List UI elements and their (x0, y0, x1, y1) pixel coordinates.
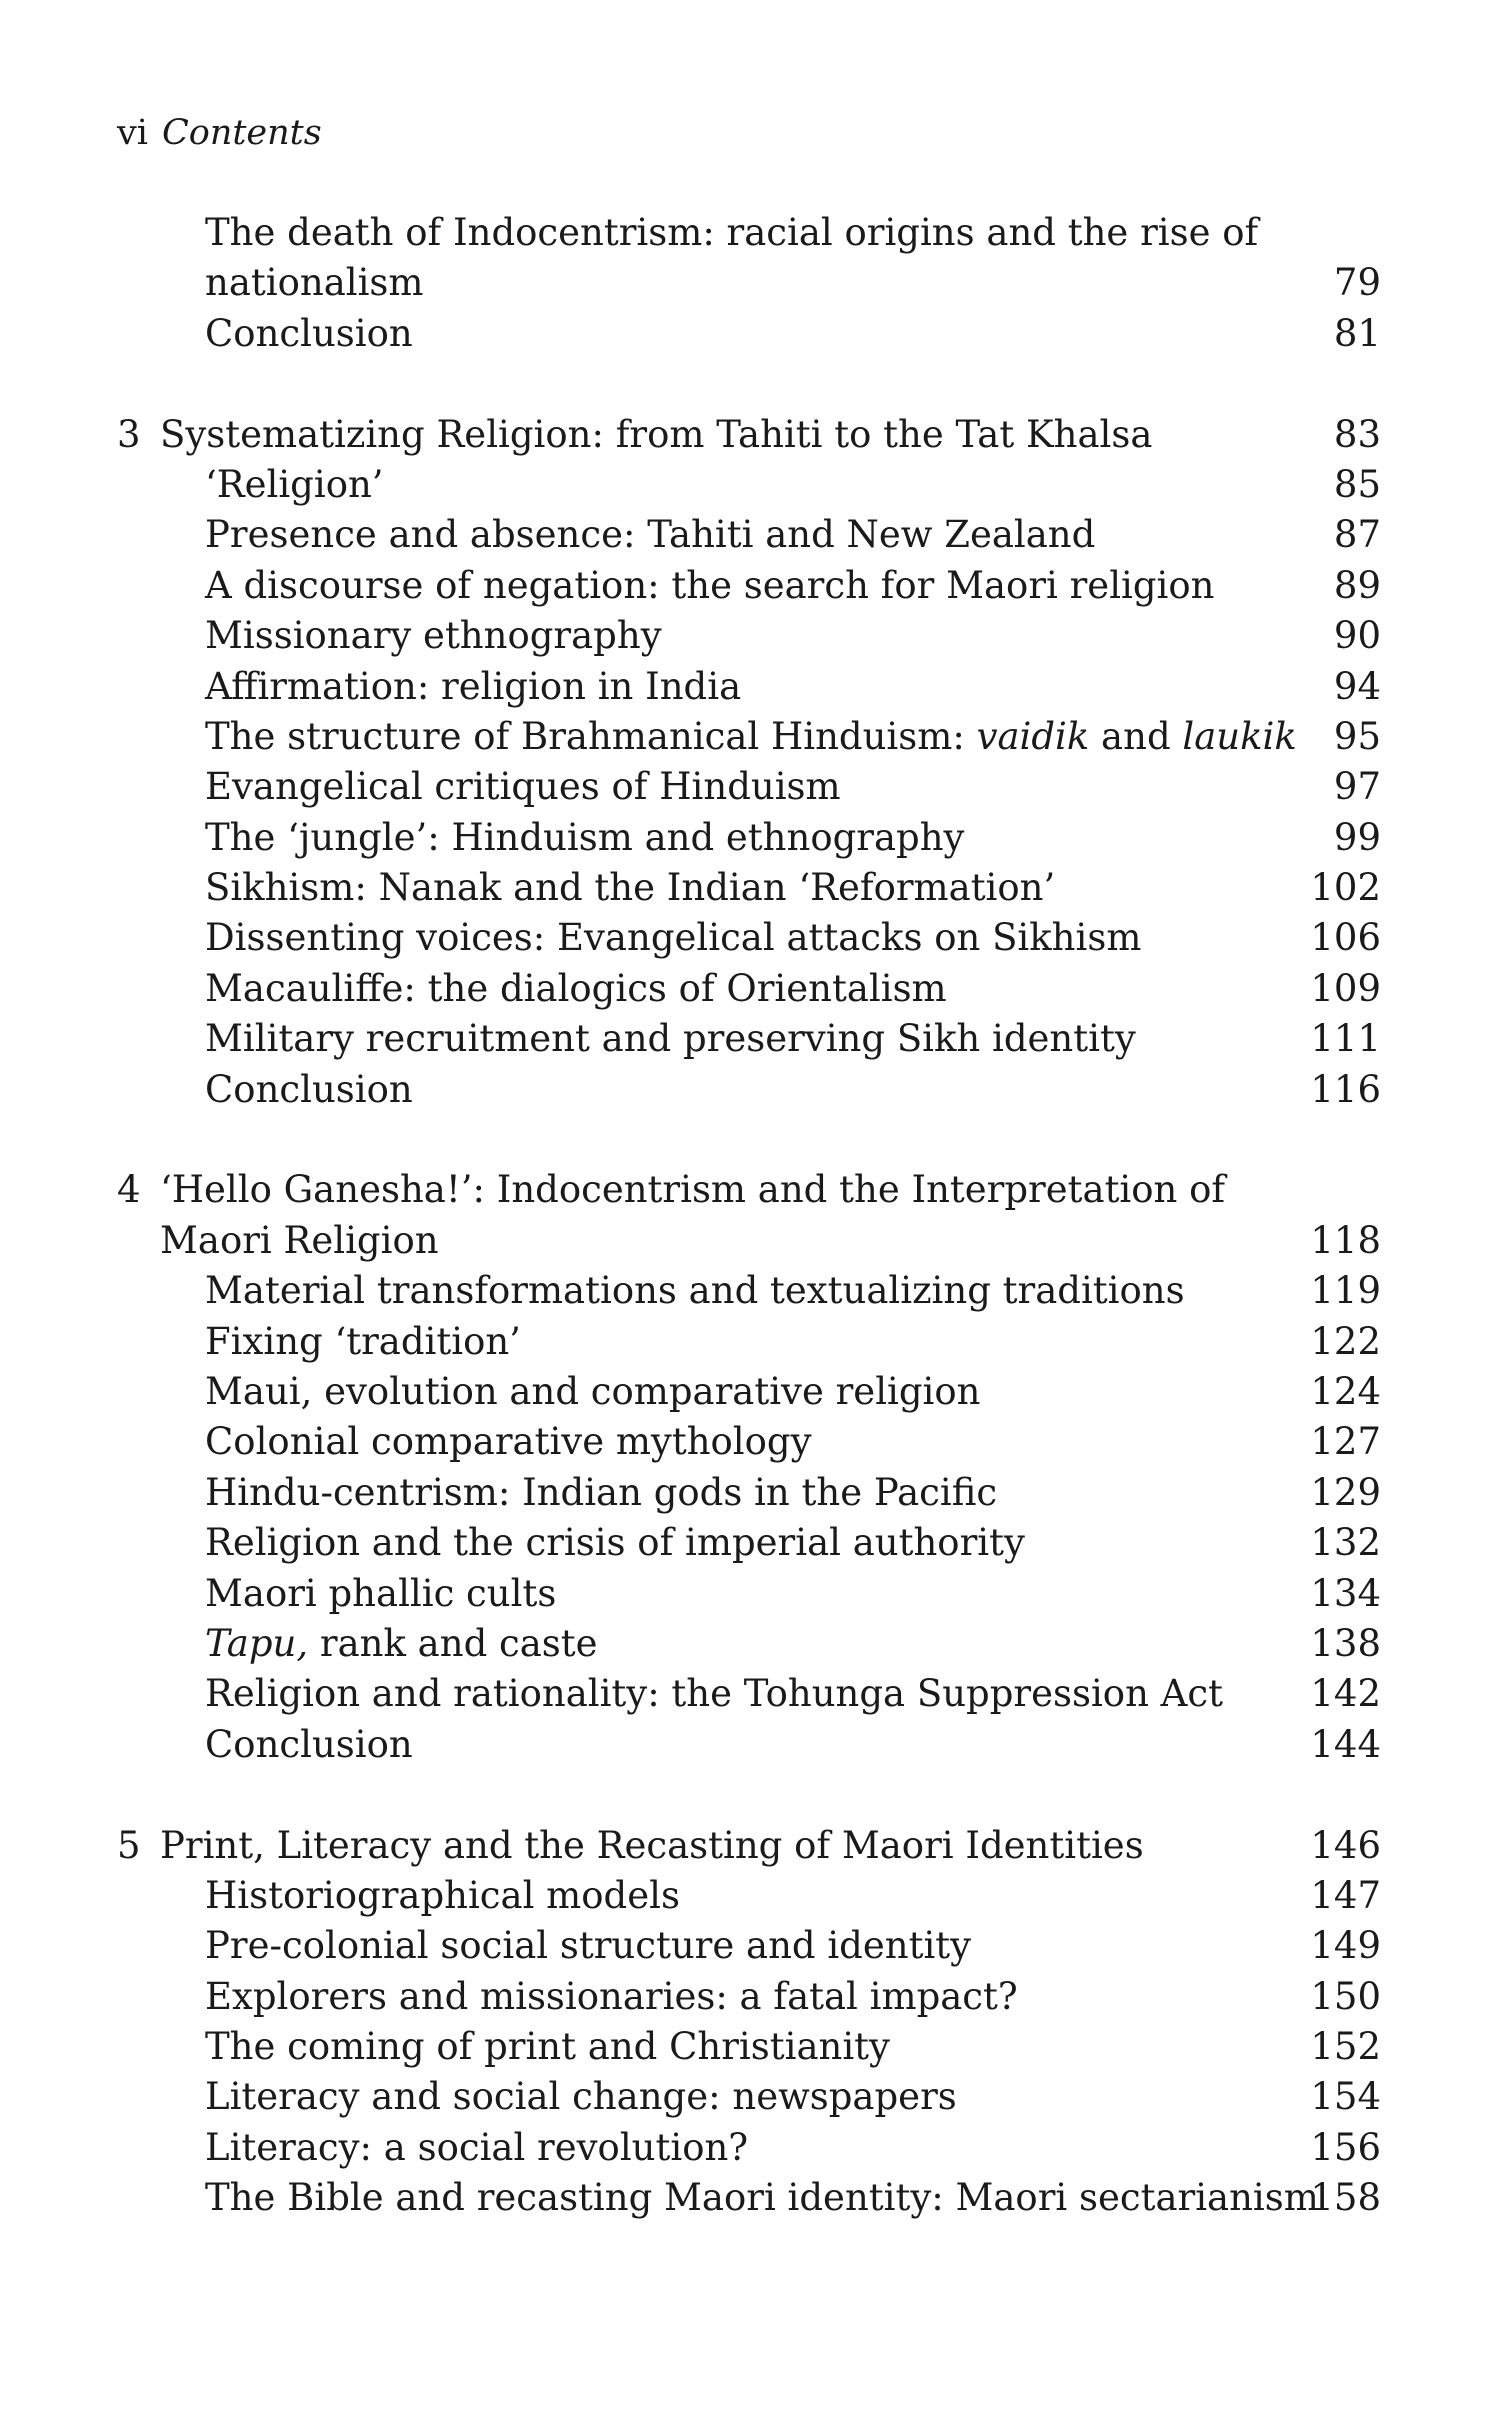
toc-entry[interactable] (117, 1871, 1381, 1921)
toc-chapter-4[interactable] (117, 1165, 1381, 1215)
toc-entry-title: Conclusion (205, 311, 413, 355)
toc-entry-page: 142 (1310, 1672, 1381, 1716)
toc-entry-page: 95 (1333, 714, 1381, 758)
toc-entry-page: 109 (1310, 966, 1381, 1010)
toc-entry-page: 132 (1310, 1521, 1381, 1565)
toc-entry-page: 106 (1310, 916, 1381, 960)
toc-chapter-5[interactable] (117, 1821, 1381, 1871)
toc-entry[interactable] (117, 1065, 1381, 1115)
toc-entry-page: 116 (1310, 1067, 1381, 1111)
toc-entry-title: Colonial comparative mythology (205, 1420, 812, 1464)
toc-entry-title: Sikhism: Nanak and the Indian ‘Reformation’ (205, 866, 1056, 910)
toc-entry-title: Affirmation: religion in India (205, 664, 742, 708)
toc-entry[interactable] (117, 1569, 1381, 1619)
toc-entry[interactable] (117, 561, 1381, 611)
title-italic: laukik (1182, 714, 1297, 758)
toc-entry-title: Evangelical critiques of Hinduism (205, 765, 841, 809)
spacer (117, 1770, 1381, 1820)
toc-entry[interactable] (117, 1972, 1381, 2022)
toc-entry-page: 158 (1310, 2176, 1381, 2220)
toc-entry[interactable] (117, 1014, 1381, 1064)
chapter-number: 3 (117, 412, 141, 456)
toc-entry[interactable] (117, 1266, 1381, 1316)
title-text: The structure of Brahmanical Hinduism: (205, 714, 977, 758)
toc-entry[interactable] (117, 460, 1381, 510)
toc-entry[interactable] (117, 2072, 1381, 2122)
toc-entry[interactable] (117, 1669, 1381, 1719)
toc-entry[interactable] (117, 1921, 1381, 1971)
toc-entry-title: The Bible and recasting Maori identity: Maori sectarianism (205, 2176, 1319, 2220)
toc-entry-title: The coming of print and Christianity (205, 2025, 890, 2069)
toc-entry[interactable] (117, 309, 1381, 359)
toc-entry[interactable] (117, 813, 1381, 863)
toc-entry[interactable] (117, 712, 1381, 762)
toc-entry-page: 81 (1333, 311, 1381, 355)
chapter-page: 83 (1333, 412, 1381, 456)
toc-entry-page: 149 (1310, 1924, 1381, 1968)
toc-entry-title (205, 1619, 598, 1669)
chapter-title: Print, Literacy and the Recasting of Maori Identities (160, 1823, 1144, 1867)
toc-entry-title: nationalism (205, 261, 424, 305)
toc-entry-title: Conclusion (205, 1067, 413, 1111)
toc-entry-title: Literacy and social change: newspapers (205, 2075, 957, 2119)
toc-entry-title: Dissenting voices: Evangelical attacks on Sikhism (205, 916, 1142, 960)
toc-entry[interactable] (117, 1720, 1381, 1770)
toc-entry-title: Fixing ‘tradition’ (205, 1319, 521, 1363)
toc-entry[interactable] (117, 611, 1381, 661)
toc-entry[interactable] (117, 762, 1381, 812)
toc-entry-title: Presence and absence: Tahiti and New Zealand (205, 513, 1096, 557)
toc-entry[interactable] (117, 208, 1381, 258)
toc-chapter-4-continued[interactable] (117, 1216, 1381, 1266)
toc-entry[interactable] (117, 2022, 1381, 2072)
toc-entry-title: Macauliffe: the dialogics of Orientalism (205, 966, 947, 1010)
toc-entry-title: The ‘jungle’: Hinduism and ethnography (205, 815, 965, 859)
title-text: and (1089, 714, 1183, 758)
chapter-page: 118 (1310, 1218, 1381, 1262)
toc-chapter-3[interactable] (117, 410, 1381, 460)
toc-entry-page: 99 (1333, 815, 1381, 859)
title-italic: vaidik (976, 714, 1090, 758)
page-number: vi (117, 113, 148, 153)
toc-entry-title (205, 712, 1297, 762)
title-text: rank and caste (308, 1621, 598, 1665)
toc-entry-title: Pre-colonial social structure and identity (205, 1924, 972, 1968)
spacer (117, 359, 1381, 409)
toc-entry-page: 134 (1310, 1571, 1381, 1615)
chapter-number: 4 (117, 1168, 141, 1212)
chapter-page: 146 (1310, 1823, 1381, 1867)
toc-entry[interactable] (117, 2123, 1381, 2173)
chapter-title: Maori Religion (160, 1218, 439, 1262)
chapter-number: 5 (117, 1823, 141, 1867)
toc-entry-page: 154 (1310, 2075, 1381, 2119)
toc-entry-page: 87 (1333, 513, 1381, 557)
toc-entry-title: Maui, evolution and comparative religion (205, 1369, 981, 1413)
toc-entry-page: 124 (1310, 1369, 1381, 1413)
toc-entry-page: 90 (1333, 614, 1381, 658)
chapter-title: ‘Hello Ganesha!’: Indocentrism and the Interpretation of (160, 1168, 1226, 1212)
toc-entry-page: 102 (1310, 866, 1381, 910)
toc-entry-page: 147 (1310, 1873, 1381, 1917)
toc-entry-page: 94 (1333, 664, 1381, 708)
toc-entry-page: 122 (1310, 1319, 1381, 1363)
spacer (117, 1115, 1381, 1165)
toc-entry[interactable] (117, 1367, 1381, 1417)
toc-entry-page: 111 (1310, 1017, 1381, 1061)
toc-entry-title: Hindu-centrism: Indian gods in the Pacific (205, 1470, 998, 1514)
toc-entry-page: 85 (1333, 462, 1381, 506)
toc-entry[interactable] (117, 863, 1381, 913)
toc-entry[interactable] (117, 913, 1381, 963)
toc-entry-title: Conclusion (205, 1722, 413, 1766)
toc-entry-page: 152 (1310, 2025, 1381, 2069)
toc-entry[interactable] (117, 1518, 1381, 1568)
toc-entry-title: Historiographical models (205, 1873, 680, 1917)
toc-entry-title: Military recruitment and preserving Sikh identity (205, 1017, 1136, 1061)
toc-entry[interactable] (117, 2173, 1381, 2223)
toc-entry-page: 138 (1310, 1621, 1381, 1665)
toc-entry-page: 89 (1333, 563, 1381, 607)
title-italic: Tapu, (205, 1621, 309, 1665)
toc-entry[interactable] (117, 662, 1381, 712)
table-of-contents (117, 208, 1381, 2224)
toc-entry[interactable] (117, 1317, 1381, 1367)
toc-entry-title: Literacy: a social revolution? (205, 2125, 749, 2169)
toc-entry-page: 156 (1310, 2125, 1381, 2169)
chapter-title: Systematizing Religion: from Tahiti to the Tat Khalsa (160, 412, 1153, 456)
toc-entry-title: Religion and the crisis of imperial authority (205, 1521, 1025, 1565)
toc-entry[interactable] (117, 1417, 1381, 1467)
toc-entry-title: Maori phallic cults (205, 1571, 557, 1615)
toc-entry-title: A discourse of negation: the search for Maori religion (205, 563, 1215, 607)
toc-entry-page: 79 (1333, 261, 1381, 305)
toc-entry-continued[interactable] (117, 258, 1381, 308)
toc-entry[interactable] (117, 510, 1381, 560)
toc-entry-title: ‘Religion’ (205, 462, 384, 506)
toc-entry[interactable] (117, 1468, 1381, 1518)
running-title: Contents (161, 113, 322, 153)
toc-entry[interactable] (117, 1619, 1381, 1669)
toc-entry-title: The death of Indocentrism: racial origins and the rise of (205, 211, 1259, 254)
toc-entry[interactable] (117, 964, 1381, 1014)
toc-entry-title: Missionary ethnography (205, 614, 662, 658)
toc-entry-page: 97 (1333, 765, 1381, 809)
toc-entry-page: 144 (1310, 1722, 1381, 1766)
toc-entry-title: Material transformations and textualizing traditions (205, 1269, 1185, 1313)
toc-entry-page: 129 (1310, 1470, 1381, 1514)
running-header (117, 108, 322, 158)
toc-entry-page: 127 (1310, 1420, 1381, 1464)
toc-entry-title: Religion and rationality: the Tohunga Suppression Act (205, 1672, 1223, 1716)
toc-entry-title: Explorers and missionaries: a fatal impact? (205, 1974, 1018, 2018)
toc-entry-page: 119 (1310, 1269, 1381, 1313)
toc-entry-page: 150 (1310, 1974, 1381, 2018)
